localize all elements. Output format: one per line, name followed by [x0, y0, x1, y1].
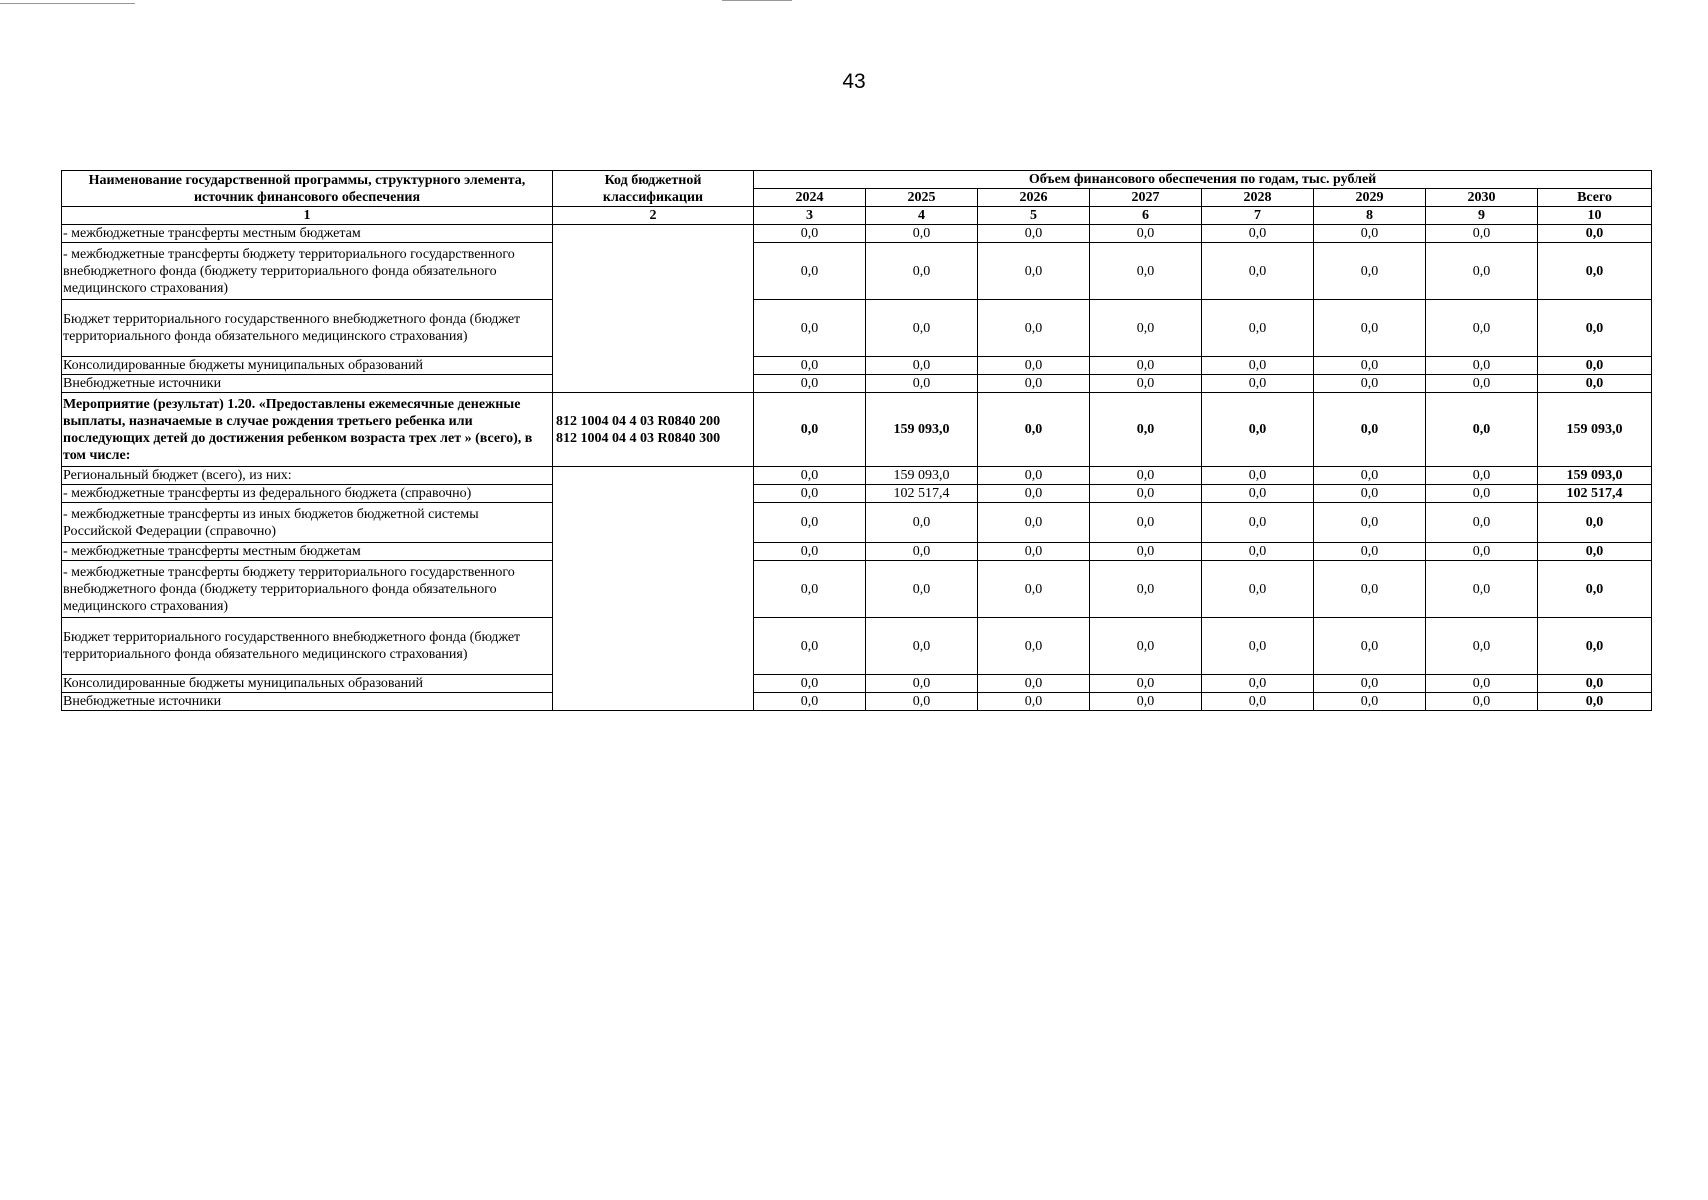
total-value: 0,0 [1538, 693, 1652, 711]
year-value: 0,0 [1202, 300, 1314, 357]
total-value: 0,0 [1538, 357, 1652, 375]
year-value: 0,0 [1426, 375, 1538, 393]
row-name: Бюджет территориального государственного внебюджетного фонда (бюджет территориального фонда обязательного медицинского страхования) [62, 300, 553, 357]
year-value: 102 517,4 [866, 485, 978, 503]
table-row [62, 357, 1652, 375]
row-name: Региональный бюджет (всего), из них: [62, 467, 553, 485]
year-value: 0,0 [1090, 243, 1202, 300]
year-value: 0,0 [978, 375, 1090, 393]
year-value: 0,0 [754, 543, 866, 561]
year-value: 0,0 [1202, 561, 1314, 618]
year-value: 0,0 [1426, 467, 1538, 485]
row-name: - межбюджетные трансферты из федерального бюджета (справочно) [62, 485, 553, 503]
year-value: 0,0 [1426, 675, 1538, 693]
header-year: 2030 [1426, 189, 1538, 207]
row-name: Консолидированные бюджеты муниципальных образований [62, 357, 553, 375]
year-value: 0,0 [1090, 467, 1202, 485]
budget-code: 812 1004 04 4 03 R0840 200 812 1004 04 4 03 R0840 300 [553, 393, 754, 467]
row-name: - межбюджетные трансферты местным бюджетам [62, 543, 553, 561]
year-value: 0,0 [754, 357, 866, 375]
year-value: 0,0 [1314, 561, 1426, 618]
table-body [62, 225, 1652, 711]
year-value: 0,0 [754, 300, 866, 357]
table-row [62, 225, 1652, 243]
column-number: 8 [1314, 207, 1426, 225]
page-number: 43 [842, 70, 866, 93]
year-value: 159 093,0 [866, 467, 978, 485]
year-value: 0,0 [978, 357, 1090, 375]
year-value: 0,0 [1314, 618, 1426, 675]
year-value: 0,0 [1314, 225, 1426, 243]
year-value: 0,0 [866, 675, 978, 693]
year-value: 0,0 [978, 225, 1090, 243]
header-year: 2029 [1314, 189, 1426, 207]
code-cell-empty [553, 225, 754, 393]
year-value: 0,0 [866, 357, 978, 375]
row-name: - межбюджетные трансферты из иных бюджетов бюджетной системы Российской Федерации (справочно) [62, 503, 553, 543]
year-value: 0,0 [1314, 393, 1426, 467]
total-value: 0,0 [1538, 561, 1652, 618]
header-year: 2025 [866, 189, 978, 207]
year-value: 0,0 [1314, 675, 1426, 693]
year-value: 0,0 [1426, 693, 1538, 711]
year-value: 0,0 [754, 561, 866, 618]
year-value: 159 093,0 [866, 393, 978, 467]
table-row [62, 543, 1652, 561]
year-value: 0,0 [1090, 485, 1202, 503]
year-value: 0,0 [978, 561, 1090, 618]
year-value: 0,0 [1426, 225, 1538, 243]
year-value: 0,0 [978, 467, 1090, 485]
total-value: 0,0 [1538, 243, 1652, 300]
year-value: 0,0 [754, 618, 866, 675]
year-value: 0,0 [1090, 393, 1202, 467]
year-value: 0,0 [1314, 375, 1426, 393]
row-name: Консолидированные бюджеты муниципальных образований [62, 675, 553, 693]
year-value: 0,0 [1314, 693, 1426, 711]
row-name: Внебюджетные источники [62, 375, 553, 393]
year-value: 0,0 [1202, 693, 1314, 711]
year-value: 0,0 [1090, 561, 1202, 618]
column-number: 7 [1202, 207, 1314, 225]
table-row [62, 393, 1652, 467]
year-value: 0,0 [1090, 225, 1202, 243]
table-row [62, 503, 1652, 543]
year-value: 0,0 [754, 675, 866, 693]
year-value: 0,0 [1314, 243, 1426, 300]
year-value: 0,0 [978, 543, 1090, 561]
total-value: 159 093,0 [1538, 467, 1652, 485]
header-code: Код бюджетной классификации [553, 171, 754, 207]
year-value: 0,0 [1090, 357, 1202, 375]
year-value: 0,0 [754, 225, 866, 243]
year-value: 0,0 [866, 225, 978, 243]
scan-edge-mark [0, 3, 135, 4]
table-row [62, 300, 1652, 357]
year-value: 0,0 [1090, 503, 1202, 543]
table-row [62, 485, 1652, 503]
header-year: 2024 [754, 189, 866, 207]
column-number: 3 [754, 207, 866, 225]
year-value: 0,0 [1090, 693, 1202, 711]
header-year: 2027 [1090, 189, 1202, 207]
header-year: 2026 [978, 189, 1090, 207]
year-value: 0,0 [1202, 618, 1314, 675]
header-total: Всего [1538, 189, 1652, 207]
year-value: 0,0 [1426, 618, 1538, 675]
table-row [62, 561, 1652, 618]
year-value: 0,0 [1426, 561, 1538, 618]
year-value: 0,0 [754, 375, 866, 393]
column-number: 1 [62, 207, 553, 225]
total-value: 159 093,0 [1538, 393, 1652, 467]
table-row [62, 618, 1652, 675]
year-value: 0,0 [1314, 543, 1426, 561]
year-value: 0,0 [754, 485, 866, 503]
year-value: 0,0 [754, 393, 866, 467]
table-row [62, 693, 1652, 711]
year-value: 0,0 [866, 375, 978, 393]
year-value: 0,0 [1426, 243, 1538, 300]
year-value: 0,0 [1314, 357, 1426, 375]
year-value: 0,0 [1426, 300, 1538, 357]
year-value: 0,0 [1202, 543, 1314, 561]
year-value: 0,0 [978, 675, 1090, 693]
year-value: 0,0 [754, 503, 866, 543]
year-value: 0,0 [1202, 357, 1314, 375]
year-value: 0,0 [1090, 543, 1202, 561]
row-name: Бюджет территориального государственного внебюджетного фонда (бюджет территориального фонда обязательного медицинского страхования) [62, 618, 553, 675]
year-value: 0,0 [1202, 467, 1314, 485]
year-value: 0,0 [866, 561, 978, 618]
year-value: 0,0 [1090, 675, 1202, 693]
year-value: 0,0 [1090, 300, 1202, 357]
column-number: 4 [866, 207, 978, 225]
year-value: 0,0 [866, 543, 978, 561]
year-value: 0,0 [1202, 485, 1314, 503]
year-value: 0,0 [1314, 503, 1426, 543]
year-value: 0,0 [1202, 243, 1314, 300]
year-value: 0,0 [1202, 375, 1314, 393]
year-value: 0,0 [978, 503, 1090, 543]
header-volume: Объем финансового обеспечения по годам, тыс. рублей [754, 171, 1652, 189]
year-value: 0,0 [1314, 485, 1426, 503]
year-value: 0,0 [754, 467, 866, 485]
year-value: 0,0 [866, 243, 978, 300]
year-value: 0,0 [978, 243, 1090, 300]
total-value: 0,0 [1538, 503, 1652, 543]
total-value: 0,0 [1538, 300, 1652, 357]
year-value: 0,0 [866, 300, 978, 357]
year-value: 0,0 [1202, 503, 1314, 543]
year-value: 0,0 [754, 693, 866, 711]
total-value: 102 517,4 [1538, 485, 1652, 503]
row-name: Мероприятие (результат) 1.20. «Предоставлены ежемесячные денежные выплаты, назначаемые в случае рождения третьего ребенка или последующих детей до достижения ребенком возраста трех лет » (всего), в том числе: [62, 393, 553, 467]
column-number: 5 [978, 207, 1090, 225]
column-number: 10 [1538, 207, 1652, 225]
year-value: 0,0 [1314, 300, 1426, 357]
table-row [62, 243, 1652, 300]
table-row [62, 675, 1652, 693]
column-number: 6 [1090, 207, 1202, 225]
year-value: 0,0 [754, 243, 866, 300]
total-value: 0,0 [1538, 675, 1652, 693]
year-value: 0,0 [866, 503, 978, 543]
table-row [62, 467, 1652, 485]
year-value: 0,0 [978, 393, 1090, 467]
year-value: 0,0 [866, 618, 978, 675]
column-number: 9 [1426, 207, 1538, 225]
total-value: 0,0 [1538, 375, 1652, 393]
row-name: - межбюджетные трансферты бюджету территориального государственного внебюджетного фонда (бюджету территориального фонда обязательного медицинского страхования) [62, 561, 553, 618]
year-value: 0,0 [1090, 618, 1202, 675]
row-name: - межбюджетные трансферты местным бюджетам [62, 225, 553, 243]
year-value: 0,0 [978, 693, 1090, 711]
budget-table [61, 170, 1652, 711]
total-value: 0,0 [1538, 618, 1652, 675]
year-value: 0,0 [1202, 225, 1314, 243]
year-value: 0,0 [978, 300, 1090, 357]
year-value: 0,0 [1202, 393, 1314, 467]
year-value: 0,0 [1426, 543, 1538, 561]
header-year: 2028 [1202, 189, 1314, 207]
year-value: 0,0 [978, 485, 1090, 503]
year-value: 0,0 [1426, 357, 1538, 375]
year-value: 0,0 [1426, 485, 1538, 503]
year-value: 0,0 [1202, 675, 1314, 693]
year-value: 0,0 [1426, 503, 1538, 543]
code-cell-empty [553, 467, 754, 711]
row-name: - межбюджетные трансферты бюджету территориального государственного внебюджетного фонда (бюджету территориального фонда обязательного медицинского страхования) [62, 243, 553, 300]
column-number: 2 [553, 207, 754, 225]
total-value: 0,0 [1538, 225, 1652, 243]
scan-edge-mark [722, 0, 792, 1]
table-row [62, 375, 1652, 393]
year-value: 0,0 [1314, 467, 1426, 485]
header-name: Наименование государственной программы, структурного элемента, источник финансового обеспечения [62, 171, 553, 207]
total-value: 0,0 [1538, 543, 1652, 561]
row-name: Внебюджетные источники [62, 693, 553, 711]
year-value: 0,0 [866, 693, 978, 711]
year-value: 0,0 [1090, 375, 1202, 393]
year-value: 0,0 [978, 618, 1090, 675]
year-value: 0,0 [1426, 393, 1538, 467]
